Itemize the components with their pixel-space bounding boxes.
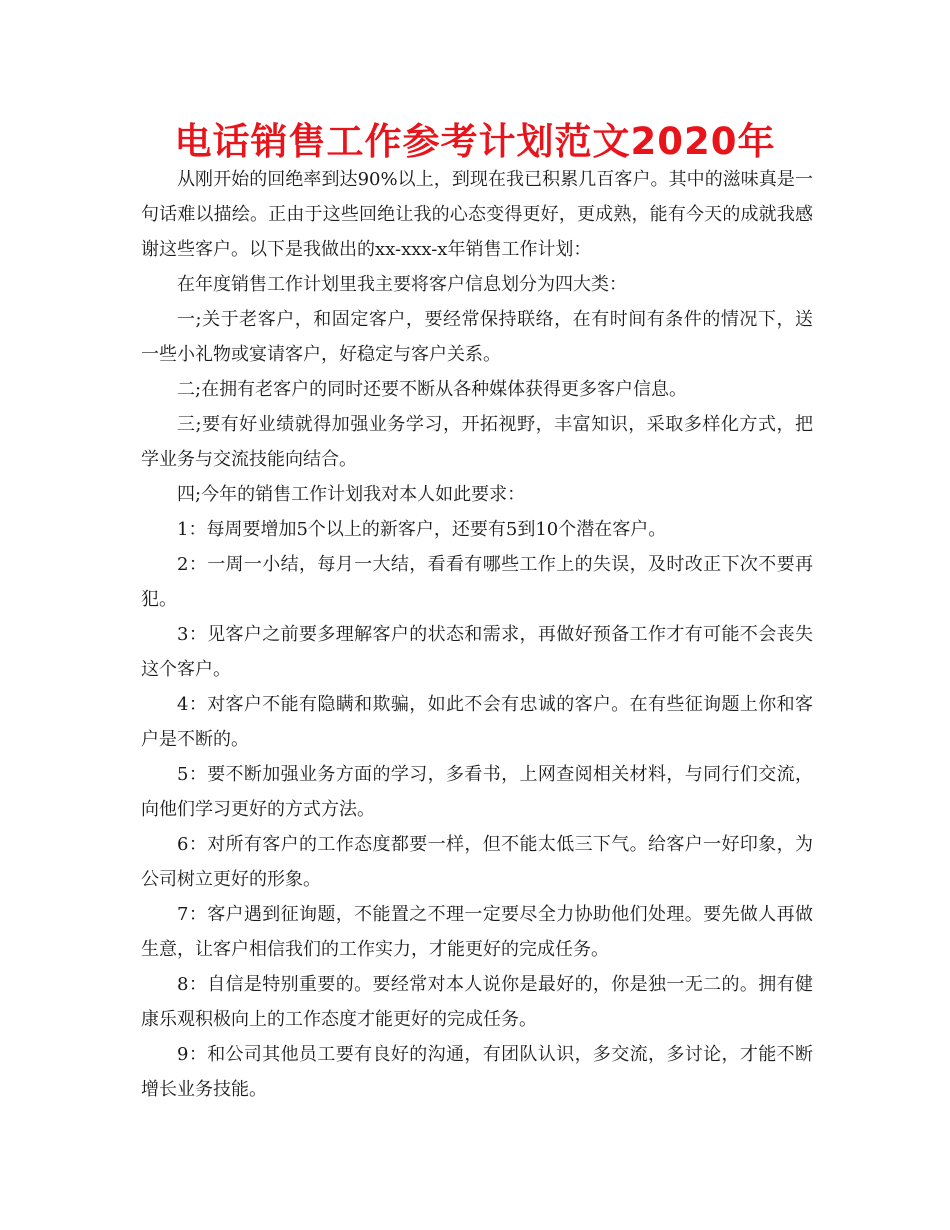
- paragraph-item-3: 3：见客户之前要多理解客户的状态和需求，再做好预备工作才有可能不会丧失这个客户。: [141, 624, 813, 680]
- paragraph-item-8: 8：自信是特别重要的。要经常对本人说你是最好的，你是独一无二的。拥有健康乐观积极向上的工作态度才能更好的完成任务。: [141, 974, 813, 1030]
- paragraph-item-4: 4：对客户不能有隐瞒和欺骗，如此不会有忠诚的客户。在有些征询题上你和客户是不断的。: [141, 694, 813, 750]
- paragraph-category-2: 二;在拥有老客户的同时还要不断从各种媒体获得更多客户信息。: [177, 379, 688, 400]
- document-title: 电话销售工作参考计划范文2020年: [174, 120, 776, 163]
- paragraph-item-9: 9：和公司其他员工要有良好的沟通，有团队认识，多交流，多讨论，才能不断增长业务技能。: [141, 1044, 813, 1100]
- document-body: [141, 162, 813, 1107]
- paragraph-item-1: 1：每周要增加5个以上的新客户，还要有5到10个潜在客户。: [177, 519, 667, 540]
- paragraph-item-5: 5：要不断加强业务方面的学习，多看书，上网查阅相关材料，与同行们交流，向他们学习更好的方式方法。: [141, 764, 813, 820]
- paragraph-item-2: 2：一周一小结，每月一大结，看看有哪些工作上的失误，及时改正下次不要再犯。: [141, 554, 813, 610]
- paragraph-item-7: 7：客户遇到征询题，不能置之不理一定要尽全力协助他们处理。要先做人再做生意，让客户相信我们的工作实力，才能更好的完成任务。: [141, 904, 813, 960]
- paragraph-category-4: 四;今年的销售工作计划我对本人如此要求：: [177, 484, 526, 505]
- paragraph-category-3: 三;要有好业绩就得加强业务学习，开拓视野，丰富知识，采取多样化方式，把学业务与交流技能向结合。: [141, 414, 813, 470]
- paragraph-item-6: 6：对所有客户的工作态度都要一样，但不能太低三下气。给客户一好印象，为公司树立更好的形象。: [141, 834, 813, 890]
- paragraph-intro: 从刚开始的回绝率到达90%以上，到现在我已积累几百客户。其中的滋味真是一句话难以描绘。正由于这些回绝让我的心态变得更好，更成熟，能有今天的成就我感谢这些客户。以下是我做出的xx-xxx-x年销售工作计划：: [141, 169, 813, 260]
- paragraph-category-1: 一;关于老客户，和固定客户，要经常保持联络，在有时间有条件的情况下，送一些小礼物或宴请客户，好稳定与客户关系。: [141, 309, 813, 365]
- paragraph-categories: 在年度销售工作计划里我主要将客户信息划分为四大类：: [177, 274, 627, 295]
